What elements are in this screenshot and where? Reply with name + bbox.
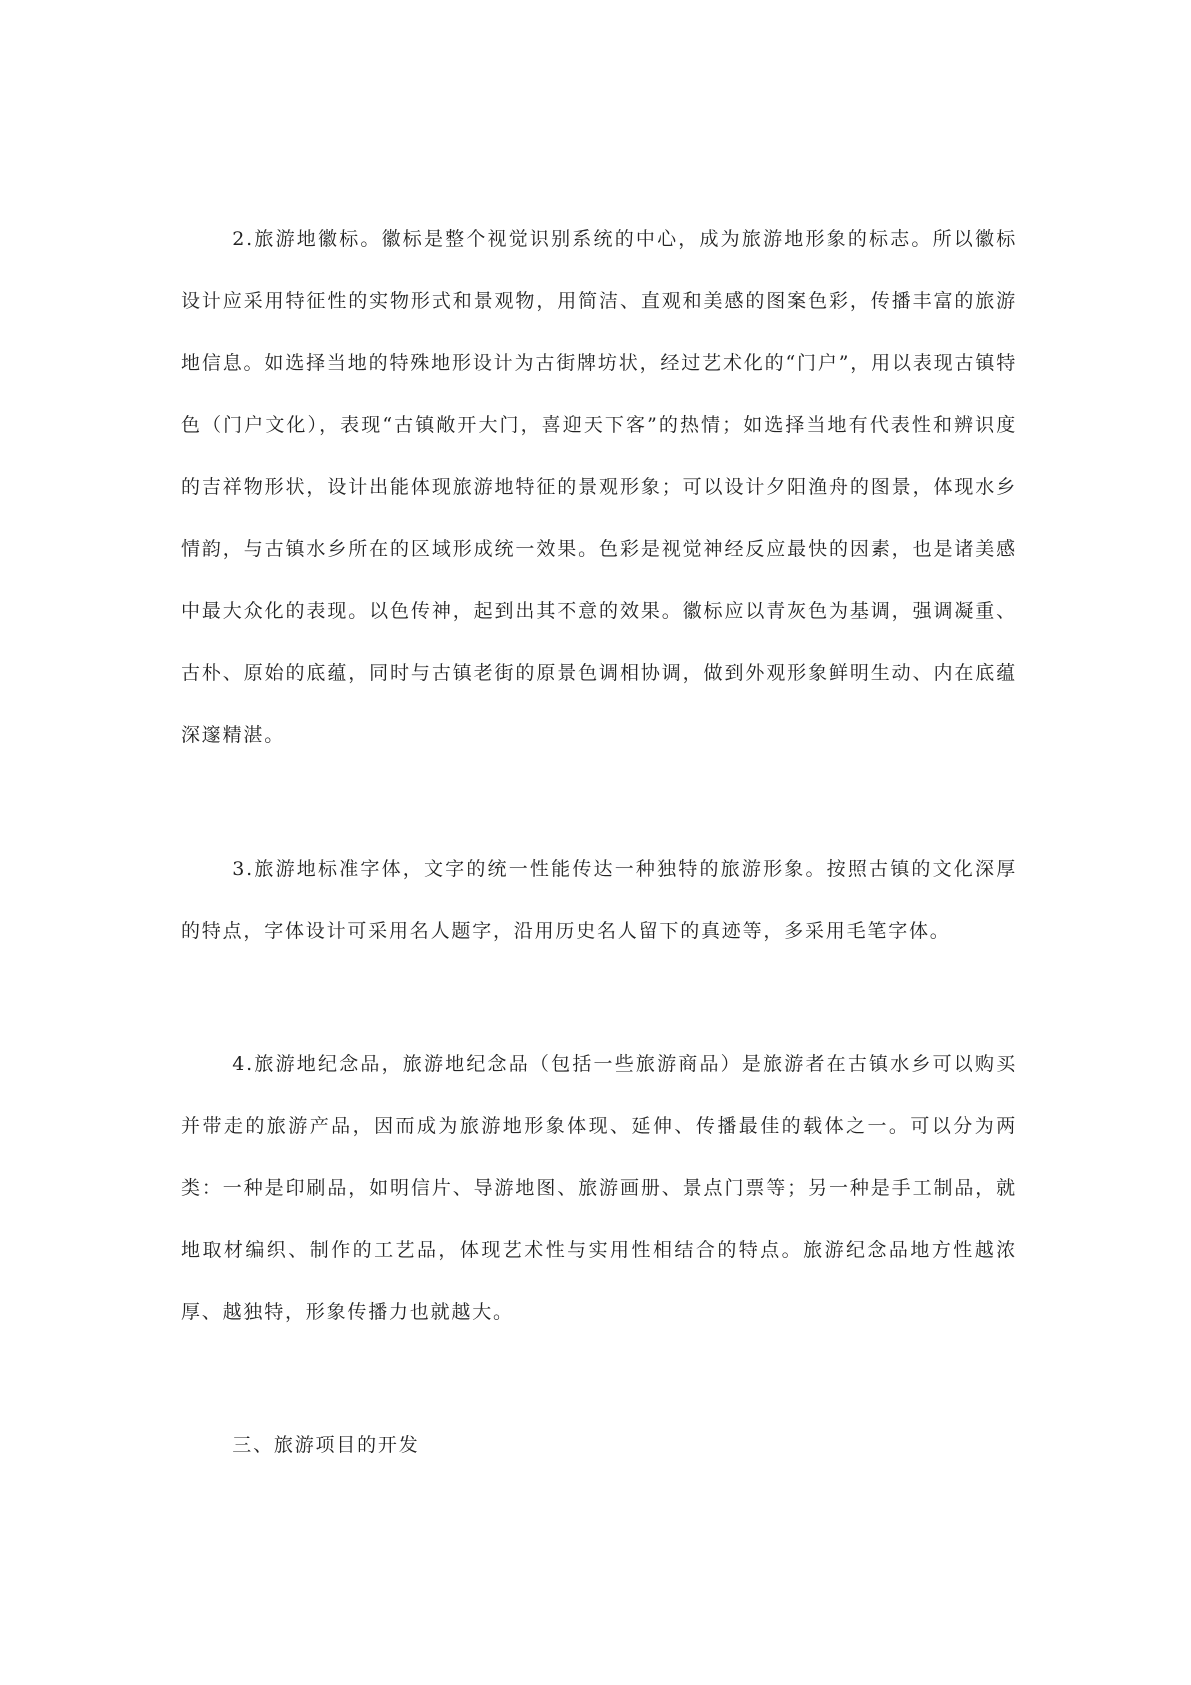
section-heading-tourism-projects: 三、旅游项目的开发	[232, 1434, 420, 1456]
paragraph-standard-font: 3.旅游地标准字体，文字的统一性能传达一种独特的旅游形象。按照古镇的文化深厚的特点，字体设计可采用名人题字，沿用历史名人留下的真迹等，多采用毛笔字体。	[181, 858, 1017, 942]
paragraph-souvenirs: 4.旅游地纪念品，旅游地纪念品（包括一些旅游商品）是旅游者在古镇水乡可以购买并带走的旅游产品，因而成为旅游地形象体现、延伸、传播最佳的载体之一。可以分为两类：一种是印刷品，如明信片、导游地图、旅游画册、景点门票等；另一种是手工制品，就地取材编织、制作的工艺品，体现艺术性与实用性相结合的特点。旅游纪念品地方性越浓厚、越独特，形象传播力也就越大。	[181, 1053, 1017, 1323]
paragraph-emblem: 2.旅游地徽标。徽标是整个视觉识别系统的中心，成为旅游地形象的标志。所以徽标设计应采用特征性的实物形式和景观物，用简洁、直观和美感的图案色彩，传播丰富的旅游地信息。如选择当地的特殊地形设计为古街牌坊状，经过艺术化的“门户”，用以表现古镇特色（门户文化），表现“古镇敞开大门，喜迎天下客”的热情；如选择当地有代表性和辨识度的吉祥物形状，设计出能体现旅游地特征的景观形象；可以设计夕阳渔舟的图景，体现水乡情韵，与古镇水乡所在的区域形成统一效果。色彩是视觉神经反应最快的因素，也是诸美感中最大众化的表现。以色传神，起到出其不意的效果。徽标应以青灰色为基调，强调凝重、古朴、原始的底蕴，同时与古镇老街的原景色调相协调，做到外观形象鲜明生动、内在底蕴深邃精湛。	[181, 228, 1017, 746]
